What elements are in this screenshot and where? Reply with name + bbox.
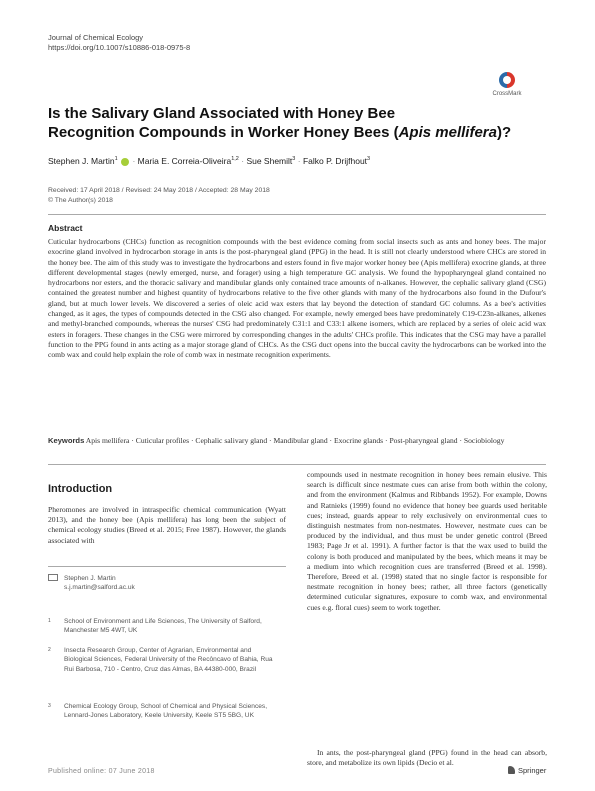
abstract-text: Cuticular hydrocarbons (CHCs) function as recognition compounds with the best evidence coming from social insects such as ants and honey bees. The major exocrine gland involved in hydrocarbon storage in ants is the post-pharyngeal gland (PPG) in the head. It is still not clearly understood where CHCs are stored in the honey bee. The aim of this study was to investigate the hydrocarbons and esters found in five major worker honey bee (Apis mellifera) exocrine glands, at three different developmental stages (newly emerged, nurse, and forager) using a high temperature GC analysis. We found the hypopharyngeal gland contained no hydrocarbons nor esters, and the thoracic salivary and mandibular glands only contained trace amounts of n-alkanes. However, the cephalic salivary gland (CSG) contained the greatest number and highest quantity of hydrocarbons relative to the five other glands with many of the hydrocarbons also found in the Dufour's gland, but at much lower levels. We discovered a series of oleic acid wax esters that lay beyond the detection of standard GC columns. As a bee's activities changed, as it ages, the types of compounds detected in the CSG also changed. For example, newly emerged bees have predominately C19-C23n-alkanes, alkenes and methyl-branched compounds, whereas the nurses' CSG had predominately C31:1 and C33:1 alkene isomers, which are replaced by a series of oleic acid wax esters in foragers. These changes in the CSG were mirrored by corresponding changes in the adults' CHCs profile. This indicates that the CSG may have a parallel function to the PPG found in ants acting as a major storage gland of CHCs. As the CSG duct opens into the buccal cavity the hydrocarbons can be worked into the comb wax and could help explain the role of comb wax in nestmate recognition experiments. [48,237,546,360]
author-name[interactable]: Maria E. Correia-Oliveira [137,156,232,166]
correspondence [48,574,135,592]
affiliation-number: 3 [48,703,51,709]
title-post: )? [496,124,512,141]
author-affil-ref: 1 [114,156,118,163]
affiliation-text: School of Environment and Life Sciences, The University of Salford, Manchester M5 4WT, UK [64,618,262,635]
journal-header [48,33,190,53]
history-dates: Received: 17 April 2018 / Revised: 24 May 2018 / Accepted: 28 May 2018 [48,187,270,194]
title-line-2 [48,123,518,142]
abstract-heading: Abstract [48,223,83,233]
springer-horse-icon [508,766,515,774]
copyright: © The Author(s) 2018 [48,196,113,204]
published-date: Published online: 07 June 2018 [48,768,155,775]
intro-right-paragraph-2: In ants, the post-pharyngeal gland (PPG) found in the head can absorb, store, and metabolize its own lipids (Decio et al. [307,748,547,768]
author-list: Stephen J. Martin$^1$ · Maria E. Correia-Oliveira$^{1,2}$ · Sue Shemilt$^3$ · Falko P. Drijfhout$^3$ [48,156,371,166]
envelope-icon [48,574,58,581]
intro-right-paragraph: compounds used in nestmate recognition in honey bees remain elusive. This search is difficult since nestmate cues can arise from both within the colony, and from the environment (Kalmus and Ribbands 1952). For example, Downs and Ratnieks (1999) found no evidence that honey bee guards used heritable cues; instead, guards appear to rely exclusively on environmental cues to distinguish nestmates from non-nestmates. However, nestmate cues can be produced by the individual, and thus must be under genetic control (Breed 1983; Page Jr et al. 1991). A further factor is that the wax used to build the colony is both produced and manipulated by the bees, which means it may be a medium into which recognition cues are transferred (Breed et al. 1998). Therefore, Breed et al. (1998) stated that no single factor is responsible for nestmate recognition in honey bees; rather, all three factors (genetically determined cuticular signatures, exposure to comb wax, and environmental cues e.g. floral cues) seem to work together. [307,470,547,612]
author-affil-ref: 1,2 [231,156,239,163]
divider [48,214,546,215]
title-line-1: Is the Salivary Gland Associated with Honey Bee [48,105,396,122]
keywords [48,435,546,446]
affiliation-text: Insecta Research Group, Center of Agrarian, Environmental and Biological Sciences, Federal University of the Recôncavo of Bahia, Rua Rui Barbosa, 710 - Centro, Cruz das Almas, BA 44380-000, Brazil [64,647,273,673]
author-name[interactable]: Sue Shemilt [246,156,293,166]
section-heading-introduction: Introduction [48,483,113,495]
article-title [48,104,518,142]
divider [48,464,546,465]
doi-link[interactable]: https://doi.org/10.1007/s10886-018-0975-8 [48,43,191,52]
affiliation-number: 2 [48,647,51,653]
publisher-name: Springer [518,766,547,775]
title-species: Apis mellifera [398,124,497,141]
affiliation-text: Chemical Ecology Group, School of Chemical and Physical Sciences, Lennard-Jones Laboratory, Keele University, Keele ST5 5BG, UK [64,703,268,720]
title-pre: Recognition Compounds in Worker Honey Bees ( [48,124,399,141]
author-affil-ref: 3 [367,156,371,163]
author-name[interactable]: Stephen J. Martin [48,156,115,166]
crossmark-badge[interactable] [487,72,527,102]
contact-name: Stephen J. Martin [64,575,116,582]
keywords-list: Apis mellifera · Cuticular profiles · Cephalic salivary gland · Mandibular gland · Exocrine glands · Post-pharyngeal gland · Sociobiology [85,436,505,445]
crossmark-label: CrossMark [492,91,522,97]
affiliation [48,617,280,636]
author-affil-ref: 3 [292,156,296,163]
author-name[interactable]: Falko P. Drijfhout [302,156,368,166]
article-dates [48,186,270,205]
contact-email[interactable]: s.j.martin@salford.ac.uk [64,584,135,591]
journal-name: Journal of Chemical Ecology [48,33,144,42]
affiliation-number: 1 [48,618,51,624]
orcid-icon[interactable] [121,158,129,166]
affiliation [48,702,280,721]
intro-left-paragraph: Pheromones are involved in intraspecific chemical communication (Wyatt 2013), and the honey bee (Apis mellifera) has long been the subject of chemical ecology studies (Breed et al. 2015; Free 1987). However, the glands associated with [48,505,286,545]
keywords-heading: Keywords [48,436,85,445]
crossmark-icon [499,72,515,88]
publisher-logo [508,766,546,775]
divider [48,566,286,567]
affiliation [48,646,280,674]
